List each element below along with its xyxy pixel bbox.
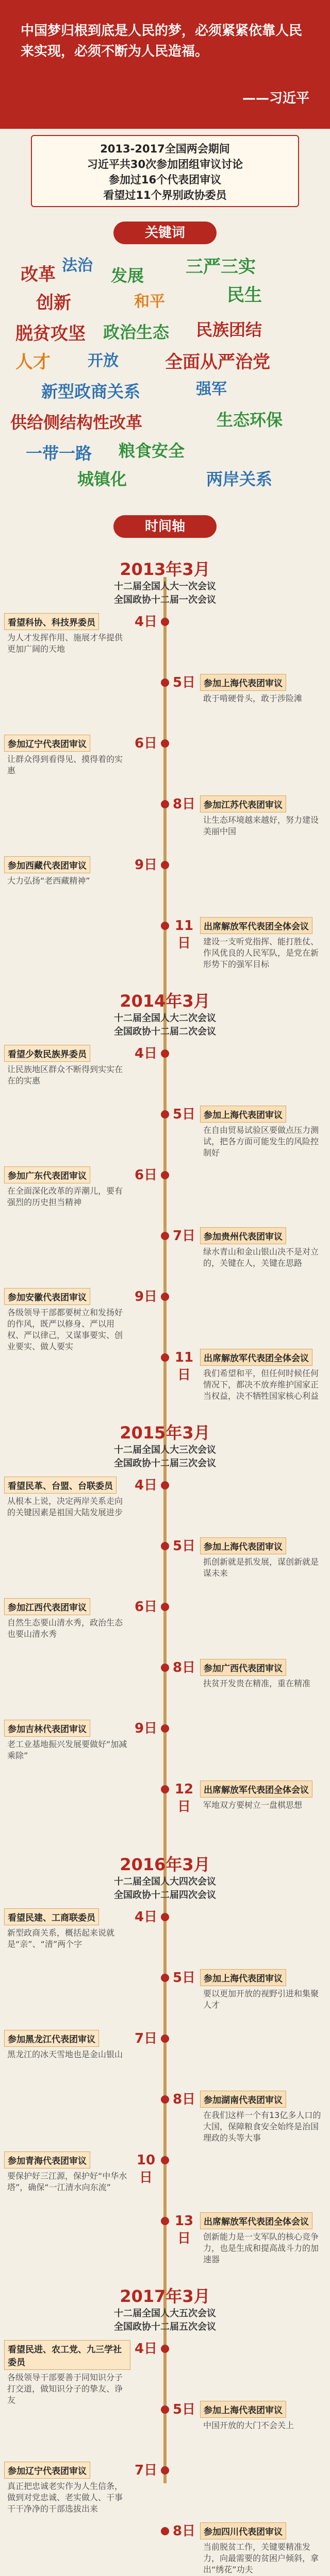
keyword-item: 政治生态	[103, 323, 170, 342]
timeline-event	[200, 1659, 326, 1689]
event-title: 参加上海代表团审议	[200, 674, 286, 691]
event-day: 11日	[174, 918, 194, 951]
event-description: 军地双方要树立一盘棋思想	[203, 1800, 303, 1810]
keyword-item: 强军	[196, 380, 227, 398]
event-day: 7日	[134, 2031, 158, 2046]
event-title: 参加青海代表团审议	[4, 2151, 90, 2168]
year-title: 2016年3月	[120, 1855, 210, 1874]
year-block-header	[0, 1420, 330, 1470]
event-title: 参加江西代表团审议	[4, 1598, 90, 1615]
event-day: 4日	[134, 614, 158, 630]
timeline-event	[4, 2151, 130, 2193]
event-title: 参加安徽代表团审议	[4, 1288, 90, 1305]
timeline-event	[200, 1349, 326, 1402]
keyword-item: 发展	[111, 266, 144, 285]
event-title: 看望民进、农工党、九三学社委员	[4, 2340, 130, 2370]
event-day: 7日	[172, 1228, 196, 1244]
header-quote: 中国梦归根到底是人民的梦，必须紧紧依靠人民来实现，必须不断为人民造福。	[21, 23, 303, 59]
event-title: 看望民革、台盟、台联委员	[4, 1477, 117, 1494]
header-banner	[0, 0, 330, 129]
timeline-event	[200, 2522, 326, 2575]
event-day: 9日	[134, 857, 158, 873]
event-day: 5日	[172, 675, 196, 690]
timeline-event	[4, 1288, 130, 1352]
timeline-dot	[161, 618, 169, 626]
event-day: 12日	[174, 1782, 194, 1815]
event-title: 参加吉林代表团审议	[4, 1720, 90, 1737]
timeline-event	[200, 674, 326, 704]
timeline-event	[4, 613, 130, 655]
event-description: 扶贫开发贵在精准，重在精准	[203, 1679, 311, 1688]
keyword-item: 一带一路	[26, 444, 92, 463]
event-title: 参加广东代表团审议	[4, 1166, 90, 1183]
year-session: 十二届全国人大一次会议	[114, 581, 216, 592]
summary-line: 参加过16个代表团审议	[108, 174, 222, 186]
keyword-item: 三严三实	[186, 257, 256, 277]
timeline-dot	[161, 861, 169, 869]
event-day: 5日	[172, 2402, 196, 2417]
timeline-event	[200, 917, 326, 970]
keyword-item: 创新	[36, 293, 71, 313]
timeline-dot	[161, 1724, 169, 1733]
event-day: 8日	[172, 2092, 196, 2107]
summary-line: 看望过11个界别政协委员	[103, 189, 227, 201]
year-session: 全国政协十二届三次会议	[114, 1458, 216, 1469]
timeline-dot	[161, 1171, 169, 1179]
timeline-event	[4, 1908, 130, 1950]
timeline-dot	[161, 2345, 169, 2353]
event-title: 出席解放军代表团全体会议	[200, 1349, 312, 1366]
event-title: 参加西藏代表团审议	[4, 856, 90, 873]
event-day: 4日	[134, 1909, 158, 1925]
timeline-dot	[161, 1664, 169, 1672]
keyword-item: 新型政商关系	[41, 382, 141, 401]
year-title: 2017年3月	[120, 2286, 210, 2306]
timeline-dot	[161, 2035, 169, 2043]
event-description: 在全面深化改革的弄潮儿，要有强烈的历史担当精神	[7, 1186, 123, 1207]
event-description: 黑龙江的冰天雪地也是金山银山	[7, 2049, 123, 2059]
event-description: 要以更加开放的视野引进和集聚人才	[203, 1989, 319, 2010]
timeline-dot	[161, 2466, 169, 2475]
summary-line: 习近平共30次参加团组审议讨论	[87, 158, 243, 171]
event-description: 自然生态要山清水秀，政治生态也要山清水秀	[7, 1618, 123, 1639]
timeline-event	[4, 856, 130, 887]
event-description: 为人才发挥作用、施展才华提供更加广阔的天地	[7, 633, 123, 654]
timeline-event	[4, 1045, 130, 1087]
event-day: 4日	[134, 1046, 158, 1061]
event-day: 6日	[134, 1599, 158, 1615]
year-session: 全国政协十二届一次会议	[114, 595, 216, 605]
event-day: 9日	[134, 1721, 158, 1736]
keyword-item: 两岸关系	[206, 469, 273, 489]
keyword-item: 全面从严治党	[165, 352, 270, 372]
timeline-dot	[161, 1110, 169, 1118]
summary-box	[31, 135, 299, 207]
event-title: 参加黑龙江代表团审议	[4, 2030, 99, 2047]
event-title: 参加辽宁代表团审议	[4, 2462, 90, 2479]
event-title: 看望民建、工商联委员	[4, 1908, 99, 1925]
event-day: 5日	[172, 1970, 196, 1986]
event-description: 在自由贸易试验区要做点压力测试，把各方面可能发生的风险控制好	[203, 1125, 319, 1158]
event-description: 老工业基地振兴发展要做好“加减乘除”	[7, 1739, 127, 1760]
timeline-dot	[161, 922, 169, 930]
event-day: 9日	[134, 1289, 158, 1304]
quote-author: ——习近平	[242, 91, 309, 106]
event-description: 新型政商关系，概括起来说就是“亲”、“清”两个字	[7, 1928, 115, 1949]
event-description: 要保护好三江源，保护好“中华水塔”，确保“一江清水向东流”	[7, 2171, 127, 2192]
timeline-dot	[161, 1481, 169, 1489]
event-title: 参加上海代表团审议	[200, 1969, 286, 1986]
timeline-dot	[161, 1913, 169, 1921]
event-title: 参加江苏代表团审议	[200, 795, 286, 812]
event-day: 4日	[134, 1478, 158, 1493]
keyword-item: 改革	[21, 264, 56, 285]
keyword-item: 生态环保	[217, 410, 283, 430]
year-block-header	[0, 2283, 330, 2334]
year-session: 全国政协十二届五次会议	[114, 2321, 216, 2332]
timeline-title: 时间轴	[113, 515, 217, 538]
keyword-item: 供给侧结构性改革	[10, 413, 143, 432]
timeline-dot	[161, 2095, 169, 2104]
event-title: 参加贵州代表团审议	[200, 1227, 286, 1244]
event-title: 参加上海代表团审议	[200, 2401, 286, 2418]
year-session: 十二届全国人大三次会议	[114, 1445, 216, 1455]
year-title: 2015年3月	[120, 1423, 210, 1443]
event-day: 5日	[172, 1107, 196, 1122]
event-description: 敢于啃硬骨头，敢于涉险滩	[203, 693, 303, 703]
event-day: 13日	[174, 2213, 194, 2246]
event-title: 参加四川代表团审议	[200, 2522, 286, 2539]
event-day: 7日	[134, 2463, 158, 2478]
timeline-dot	[161, 1603, 169, 1611]
keyword-item: 和平	[134, 293, 165, 311]
event-description: 让民族地区群众不断得到实实在在的实惠	[7, 1064, 123, 1086]
event-description: 在我们这样一个有13亿多人口的大国，保障粮食安全始终是治国理政的头等大事	[203, 2110, 321, 2143]
year-session: 全国政协十二届四次会议	[114, 1890, 216, 1901]
keyword-item: 人才	[15, 352, 51, 372]
timeline-dot	[161, 2156, 169, 2164]
year-title: 2013年3月	[120, 560, 210, 579]
year-block-header	[0, 556, 330, 607]
event-day: 4日	[134, 2341, 158, 2357]
summary-line: 2013-2017全国两会期间	[100, 143, 230, 155]
event-title: 出席解放军代表团全体会议	[200, 917, 312, 934]
timeline-dot	[161, 1542, 169, 1550]
timeline-dot	[161, 1049, 169, 1058]
timeline-event	[4, 2340, 130, 2406]
event-day: 6日	[134, 1167, 158, 1183]
keyword-item: 开放	[88, 352, 119, 370]
keyword-item: 粮食安全	[119, 441, 185, 461]
timeline-event	[200, 1781, 326, 1811]
year-block-header	[0, 988, 330, 1039]
event-description: 建设一支听党指挥、能打胜仗、作风优良的人民军队，是党在新形势下的强军目标	[203, 937, 319, 969]
event-description: 真正把忠诚老实作为人生信条，做到对党忠诚、老实做人、干事干干净净的干部选拔出来	[7, 2481, 123, 2514]
event-description: 让生态环境越来越好，努力建设美丽中国	[203, 815, 319, 836]
event-day: 6日	[134, 736, 158, 751]
event-description: 抓创新就是抓发展，谋创新就是谋未来	[203, 1557, 319, 1578]
event-description: 从根本上说，决定两岸关系走向的关键因素是祖国大陆发展进步	[7, 1496, 123, 1517]
keywords-title: 关键词	[113, 222, 217, 244]
keyword-item: 城镇化	[77, 469, 127, 489]
timeline-event	[200, 1969, 326, 2011]
event-description: 创新能力是一支军队的核心竞争力，也是生成和提高战斗力的加速器	[203, 2232, 319, 2264]
timeline-dot	[161, 1974, 169, 1982]
timeline-event	[200, 2401, 326, 2431]
timeline-dot	[161, 2217, 169, 2225]
timeline-dot	[161, 1232, 169, 1240]
timeline-event	[4, 1598, 130, 1640]
timeline-dot	[161, 2527, 169, 2535]
timeline-event	[4, 1166, 130, 1208]
event-title: 出席解放军代表团全体会议	[200, 2212, 312, 2229]
timeline-dot	[161, 679, 169, 687]
timeline-event	[200, 2091, 326, 2144]
year-title: 2014年3月	[120, 991, 210, 1011]
keyword-item: 法治	[62, 257, 93, 275]
timeline-event	[200, 795, 326, 837]
year-session: 十二届全国人大二次会议	[114, 1013, 216, 1024]
timeline-dot	[161, 739, 169, 748]
timeline-dot	[161, 800, 169, 808]
event-title: 参加辽宁代表团审议	[4, 735, 90, 752]
keyword-item: 民生	[227, 285, 262, 306]
event-title: 看望少数民族界委员	[4, 1045, 90, 1062]
keywords-section	[0, 222, 330, 495]
timeline-dot	[161, 2405, 169, 2414]
event-description: 各级领导干部要善于同知识分子打交道，做知识分子的挚友、诤友	[7, 2372, 123, 2405]
year-session: 十二届全国人大五次会议	[114, 2308, 216, 2319]
timeline-event	[4, 2462, 130, 2515]
event-day: 8日	[172, 1660, 196, 1675]
timeline-event	[200, 1227, 326, 1269]
event-description: 各级领导干部都要树立和发扬好的作风，既严以修身、严以用权、严以律己，又谋事要实、创业要实、做人要实	[7, 1308, 123, 1351]
event-title: 参加上海代表团审议	[200, 1106, 286, 1123]
event-description: 中国开放的大门不会关上	[203, 2420, 294, 2430]
event-description: 我们希望和平，但任何时候任何情况下，都决不放弃维护国家正当权益，决不牺牲国家核心利益	[203, 1368, 319, 1401]
event-title: 参加上海代表团审议	[200, 1537, 286, 1554]
keyword-item: 民族团结	[196, 320, 262, 340]
timeline-dot	[161, 1353, 169, 1362]
timeline-dot	[161, 1293, 169, 1301]
timeline-section	[0, 515, 330, 2574]
event-description: 大力弘扬“老西藏精神”	[7, 876, 90, 886]
event-description: 绿水青山和金山银山决不是对立的，关键在人，关键在思路	[203, 1247, 319, 1268]
event-day: 8日	[172, 2523, 196, 2539]
event-description: 让群众得到看得见、摸得着的实惠	[7, 754, 123, 775]
timeline-event	[200, 2212, 326, 2265]
timeline-event	[4, 1720, 130, 1761]
event-day: 10日	[136, 2153, 156, 2185]
event-title: 参加广西代表团审议	[200, 1659, 286, 1676]
event-title: 看望科协、科技界委员	[4, 613, 99, 630]
event-title: 出席解放军代表团全体会议	[200, 1781, 312, 1798]
timeline-event	[200, 1106, 326, 1159]
event-day: 5日	[172, 1538, 196, 1554]
event-title: 参加湖南代表团审议	[200, 2091, 286, 2108]
timeline-event	[4, 2030, 130, 2060]
event-day: 8日	[172, 796, 196, 812]
year-block-header	[0, 1852, 330, 1902]
timeline-event	[200, 1537, 326, 1579]
timeline-dot	[161, 1785, 169, 1793]
event-day: 11日	[174, 1350, 194, 1383]
timeline-event	[4, 1477, 130, 1518]
keyword-item: 脱贫攻坚	[15, 324, 86, 344]
event-description: 当前脱贫工作，关键要精准发力，向最需要的贫困户倾斜，拿出“绣花”功夫	[203, 2542, 319, 2574]
year-session: 全国政协十二届二次会议	[114, 1026, 216, 1037]
timeline-event	[4, 735, 130, 776]
year-session: 十二届全国人大四次会议	[114, 1876, 216, 1887]
